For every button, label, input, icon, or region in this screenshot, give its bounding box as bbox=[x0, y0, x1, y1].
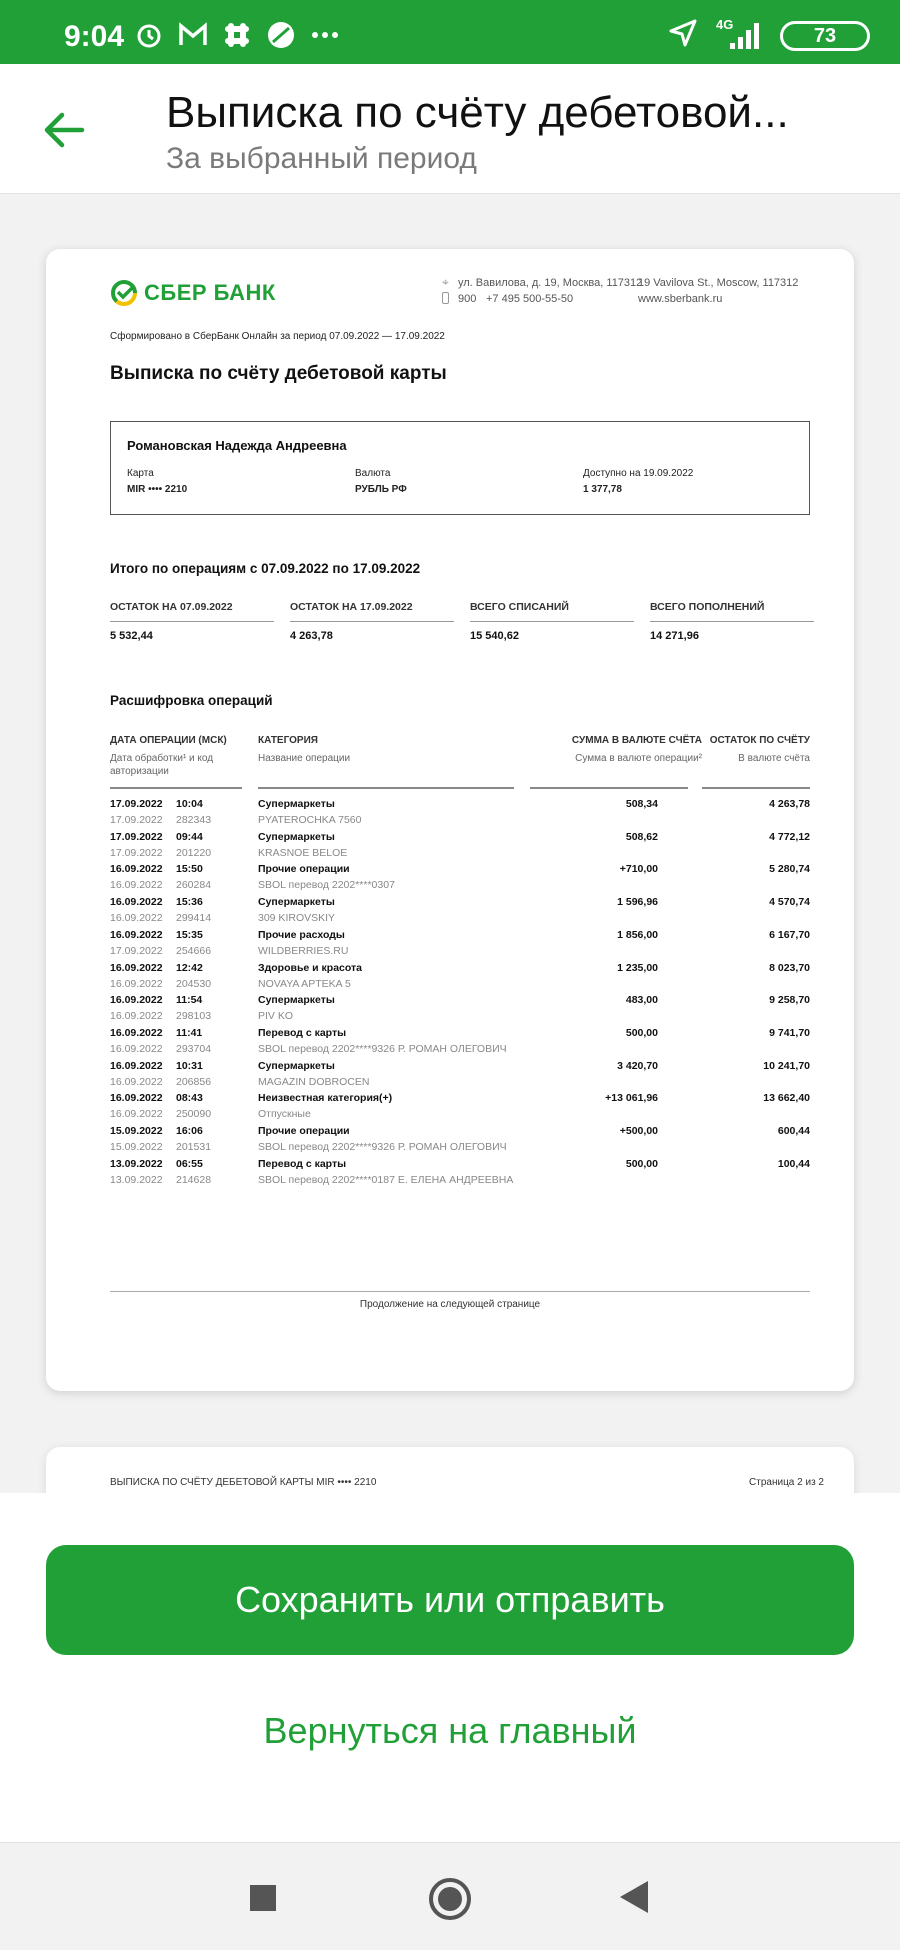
op-processing-date: 16.09.2022 bbox=[110, 1010, 163, 1023]
op-processing-date: 16.09.2022 bbox=[110, 879, 163, 892]
currency-label: Валюта bbox=[355, 468, 391, 479]
summary-credits bbox=[650, 601, 814, 642]
app-header bbox=[0, 64, 900, 194]
op-auth-code: 201531 bbox=[176, 1141, 212, 1153]
slack-icon bbox=[222, 20, 252, 55]
col-balance-header: ОСТАТОК ПО СЧЁТУ bbox=[709, 735, 810, 746]
summary-value: 14 271,96 bbox=[650, 630, 699, 642]
bank-logo bbox=[110, 279, 276, 307]
op-auth-code: 299414 bbox=[176, 912, 212, 925]
table-row bbox=[110, 1158, 810, 1198]
col-amount-sub: Сумма в валюте операции² bbox=[575, 753, 702, 764]
op-time: 11:54 bbox=[176, 994, 203, 1007]
op-date: 17.09.2022 bbox=[110, 830, 163, 843]
generated-note: Сформировано в СберБанк Онлайн за период 07.09.2022 — 17.09.2022 bbox=[110, 331, 445, 342]
col-category-header: КАТЕГОРИЯ bbox=[258, 735, 318, 746]
page2-header: ВЫПИСКА ПО СЧЁТУ ДЕБЕТОВОЙ КАРТЫ MIR •••• 2210 bbox=[110, 1477, 377, 1488]
back-nav-button[interactable] bbox=[620, 1881, 648, 1918]
op-date: 16.09.2022 bbox=[110, 1092, 163, 1105]
op-balance: 9 741,70 bbox=[769, 1026, 810, 1039]
location-icon bbox=[668, 18, 698, 53]
header-divider bbox=[258, 787, 514, 789]
op-name: SBOL перевод 2202****0307 bbox=[258, 879, 395, 892]
op-amount: 3 420,70 bbox=[617, 1059, 658, 1072]
op-name: PIV KO bbox=[258, 1010, 294, 1023]
op-auth-code: 250090 bbox=[176, 1108, 212, 1121]
op-balance: 100,44 bbox=[777, 1157, 810, 1170]
col-category-sub: Название операции bbox=[258, 753, 351, 764]
op-processing-date: 16.09.2022 bbox=[110, 977, 163, 990]
op-amount: 1 596,96 bbox=[617, 896, 658, 909]
back-button[interactable] bbox=[38, 104, 90, 156]
op-time: 06:55 bbox=[176, 1157, 203, 1170]
op-category: Прочие операции bbox=[258, 863, 350, 876]
summary-value: 15 540,62 bbox=[470, 630, 519, 642]
phone-short: 900 bbox=[458, 293, 477, 305]
op-time: 10:04 bbox=[176, 798, 203, 810]
phone-icon bbox=[442, 292, 449, 304]
operations-title: Расшифровка операций bbox=[110, 693, 273, 708]
op-time: 15:36 bbox=[176, 896, 203, 909]
op-processing-date: 13.09.2022 bbox=[110, 1173, 163, 1186]
op-processing-date: 17.09.2022 bbox=[110, 846, 163, 859]
card-label: Карта bbox=[127, 468, 154, 479]
header-divider bbox=[702, 787, 810, 789]
summary-value: 4 263,78 bbox=[290, 630, 333, 642]
op-auth-code: 254666 bbox=[176, 944, 212, 957]
op-auth-code: 201220 bbox=[176, 846, 212, 859]
bank-name: СБЕР БАНК bbox=[144, 280, 276, 305]
op-processing-date: 16.09.2022 bbox=[110, 1108, 163, 1121]
op-time: 15:50 bbox=[176, 863, 203, 876]
home-button[interactable] bbox=[428, 1877, 472, 1926]
op-category: Супермаркеты bbox=[258, 896, 335, 909]
op-amount: 1 235,00 bbox=[617, 961, 658, 974]
page-title: Выписка по счёту дебетовой... bbox=[166, 88, 789, 137]
status-bar bbox=[0, 0, 900, 64]
op-time: 09:44 bbox=[176, 830, 203, 843]
op-auth-code: 298103 bbox=[176, 1010, 212, 1023]
go-home-button[interactable]: Вернуться на главный bbox=[263, 1710, 637, 1751]
op-date: 16.09.2022 bbox=[110, 1059, 163, 1072]
op-balance: 5 280,74 bbox=[769, 863, 810, 876]
op-balance: 4 570,74 bbox=[769, 896, 810, 909]
holder-name: Романовская Надежда Андреевна bbox=[127, 438, 347, 453]
op-name: SBOL перевод 2202****9326 Р. РОМАН ОЛЕГОВИЧ bbox=[258, 1141, 507, 1153]
op-time: 15:35 bbox=[176, 928, 203, 941]
header-divider bbox=[530, 787, 688, 789]
triangle-back-icon bbox=[620, 1881, 648, 1913]
op-balance: 600,44 bbox=[777, 1125, 810, 1137]
app-icon bbox=[266, 20, 296, 55]
op-balance: 10 241,70 bbox=[763, 1059, 810, 1072]
summary-opening bbox=[110, 601, 274, 642]
square-icon bbox=[250, 1885, 276, 1911]
op-category: Супермаркеты bbox=[258, 798, 335, 810]
op-amount: +13 061,96 bbox=[605, 1092, 658, 1105]
status-right bbox=[668, 18, 870, 53]
gmail-icon bbox=[178, 20, 208, 55]
status-time: 9:04 bbox=[64, 20, 125, 53]
alarm-icon bbox=[134, 20, 164, 55]
op-date: 16.09.2022 bbox=[110, 994, 163, 1007]
op-name: Отпускные bbox=[258, 1108, 311, 1121]
col-date-header: ДАТА ОПЕРАЦИИ (МСК) bbox=[110, 735, 227, 746]
op-time: 12:42 bbox=[176, 961, 203, 974]
summary-debits bbox=[470, 601, 634, 642]
summary-label: ВСЕГО СПИСАНИЙ bbox=[470, 601, 634, 622]
op-name: WILDBERRIES.RU bbox=[258, 944, 349, 957]
address-ru: ул. Вавилова, д. 19, Москва, 117312 bbox=[458, 277, 643, 289]
col-balance-sub: В валюте счёта bbox=[738, 753, 810, 764]
page-number: Страница 2 из 2 bbox=[749, 1477, 824, 1488]
table-bottom-divider bbox=[110, 1291, 810, 1292]
account-info-box bbox=[110, 421, 810, 515]
sber-logo-icon bbox=[110, 279, 138, 307]
op-processing-date: 17.09.2022 bbox=[110, 814, 163, 826]
address-en: 19 Vavilova St., Moscow, 117312 bbox=[638, 277, 799, 289]
document-viewer[interactable] bbox=[0, 195, 900, 1493]
op-auth-code: 260284 bbox=[176, 879, 212, 892]
more-icon bbox=[310, 20, 340, 55]
op-category: Супермаркеты bbox=[258, 830, 335, 843]
op-processing-date: 16.09.2022 bbox=[110, 1075, 163, 1088]
summary-label: ОСТАТОК НА 07.09.2022 bbox=[110, 601, 274, 622]
op-amount: 483,00 bbox=[625, 994, 658, 1007]
op-name: MAGAZIN DOBROCEN bbox=[258, 1075, 370, 1088]
document-title: Выписка по счёту дебетовой карты bbox=[110, 363, 447, 384]
op-auth-code: 214628 bbox=[176, 1173, 212, 1186]
op-balance: 13 662,40 bbox=[763, 1092, 810, 1105]
system-nav-bar bbox=[0, 1842, 900, 1950]
card-value: MIR •••• 2210 bbox=[127, 484, 188, 495]
op-category: Прочие операции bbox=[258, 1125, 350, 1137]
op-date: 16.09.2022 bbox=[110, 896, 163, 909]
continued-note: Продолжение на следующей странице bbox=[359, 1299, 541, 1310]
op-date: 16.09.2022 bbox=[110, 863, 163, 876]
op-date: 13.09.2022 bbox=[110, 1157, 163, 1170]
op-amount: 508,34 bbox=[625, 798, 658, 810]
op-date: 16.09.2022 bbox=[110, 961, 163, 974]
header-divider bbox=[110, 787, 242, 789]
op-date: 15.09.2022 bbox=[110, 1125, 163, 1137]
op-balance: 4 263,78 bbox=[769, 798, 810, 810]
op-date: 16.09.2022 bbox=[110, 1026, 163, 1039]
op-balance: 9 258,70 bbox=[769, 994, 810, 1007]
op-processing-date: 16.09.2022 bbox=[110, 1042, 163, 1055]
website: www.sberbank.ru bbox=[638, 293, 723, 305]
op-auth-code: 204530 bbox=[176, 977, 212, 990]
circle-icon bbox=[428, 1877, 472, 1921]
op-amount: 1 856,00 bbox=[617, 928, 658, 941]
op-amount: +710,00 bbox=[619, 863, 658, 876]
op-processing-date: 16.09.2022 bbox=[110, 912, 163, 925]
op-amount: 508,62 bbox=[625, 830, 658, 843]
summary-label: ОСТАТОК НА 17.09.2022 bbox=[290, 601, 454, 622]
op-category: Прочие расходы bbox=[258, 928, 345, 941]
op-balance: 4 772,12 bbox=[769, 830, 810, 843]
col-date-sub2: авторизации bbox=[110, 766, 169, 777]
page-subtitle: За выбранный период bbox=[166, 142, 477, 175]
op-date: 16.09.2022 bbox=[110, 928, 163, 941]
recents-button[interactable] bbox=[250, 1885, 276, 1916]
op-time: 11:41 bbox=[176, 1026, 203, 1039]
op-name: NOVAYA APTEKA 5 bbox=[258, 977, 351, 990]
pin-icon: ⌖ bbox=[442, 275, 449, 289]
op-category: Перевод с карты bbox=[258, 1157, 347, 1170]
available-label: Доступно на 19.09.2022 bbox=[583, 468, 694, 479]
op-category: Здоровье и красота bbox=[258, 961, 363, 974]
signal-icon bbox=[716, 16, 762, 51]
op-balance: 6 167,70 bbox=[769, 928, 810, 941]
notification-icons bbox=[134, 20, 340, 55]
op-category: Супермаркеты bbox=[258, 1059, 335, 1072]
summary-value: 5 532,44 bbox=[110, 630, 153, 642]
op-time: 10:31 bbox=[176, 1059, 203, 1072]
op-amount: 500,00 bbox=[625, 1157, 658, 1170]
op-name: PYATEROCHKA 7560 bbox=[258, 814, 362, 826]
op-date: 17.09.2022 bbox=[110, 798, 163, 810]
op-time: 08:43 bbox=[176, 1092, 203, 1105]
op-processing-date: 17.09.2022 bbox=[110, 944, 163, 957]
currency-value: РУБЛЬ РФ bbox=[355, 484, 407, 495]
op-auth-code: 206856 bbox=[176, 1075, 212, 1088]
document-page-1 bbox=[46, 249, 854, 1391]
save-or-send-button[interactable]: Сохранить или отправить bbox=[46, 1545, 854, 1655]
op-name: 309 KIROVSKIY bbox=[258, 912, 336, 925]
network-type: 4G bbox=[716, 16, 734, 32]
op-category: Неизвестная категория(+) bbox=[258, 1092, 393, 1105]
battery-icon: 73 bbox=[780, 21, 870, 51]
op-name: KRASNOE BELOE bbox=[258, 846, 348, 859]
op-amount: +500,00 bbox=[619, 1125, 658, 1137]
op-auth-code: 282343 bbox=[176, 814, 212, 826]
op-time: 16:06 bbox=[176, 1125, 203, 1137]
summary-title: Итого по операциям с 07.09.2022 по 17.09.2022 bbox=[110, 561, 421, 576]
op-balance: 8 023,70 bbox=[769, 961, 810, 974]
summary-label: ВСЕГО ПОПОЛНЕНИЙ bbox=[650, 601, 814, 622]
phone-long: +7 495 500-55-50 bbox=[486, 293, 574, 305]
op-auth-code: 293704 bbox=[176, 1042, 212, 1055]
op-processing-date: 15.09.2022 bbox=[110, 1141, 163, 1153]
op-category: Супермаркеты bbox=[258, 994, 335, 1007]
document-page-2 bbox=[46, 1447, 854, 1493]
col-amount-header: СУММА В ВАЛЮТЕ СЧЁТА bbox=[571, 735, 702, 746]
available-value: 1 377,78 bbox=[583, 484, 622, 495]
op-amount: 500,00 bbox=[625, 1026, 658, 1039]
summary-closing bbox=[290, 601, 454, 642]
col-date-sub1: Дата обработки¹ и код bbox=[110, 753, 214, 764]
op-name: SBOL перевод 2202****9326 Р. РОМАН ОЛЕГОВИЧ bbox=[258, 1042, 507, 1055]
arrow-left-icon bbox=[38, 104, 90, 156]
op-name: SBOL перевод 2202****0187 Е. ЕЛЕНА АНДРЕЕВНА bbox=[258, 1173, 514, 1186]
op-category: Перевод с карты bbox=[258, 1026, 347, 1039]
